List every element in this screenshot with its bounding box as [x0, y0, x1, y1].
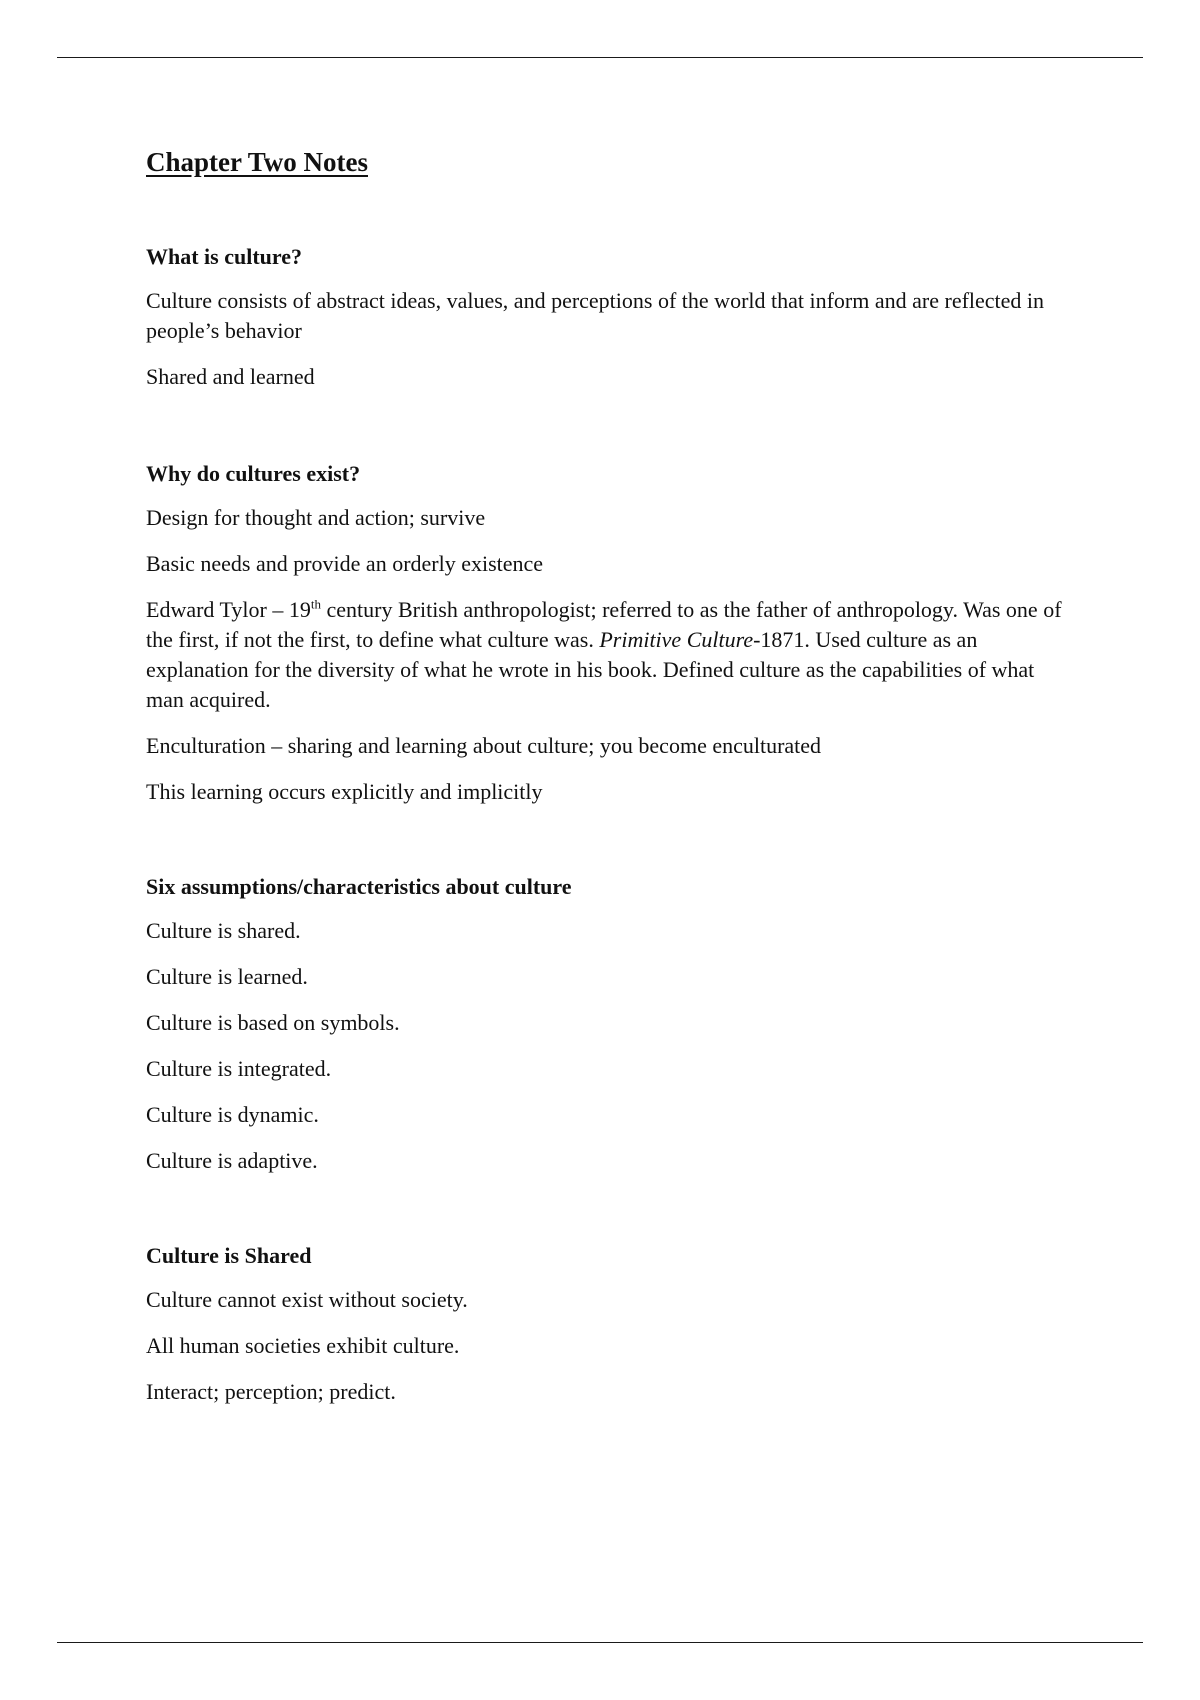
section-heading: Culture is Shared: [146, 1243, 312, 1268]
tylor-paragraph: [146, 595, 1066, 715]
list-item: Culture is dynamic.: [146, 1102, 319, 1127]
paragraph: Basic needs and provide an orderly existence: [146, 551, 544, 576]
list-item: Culture is integrated.: [146, 1056, 332, 1081]
bottom-rule: [57, 1642, 1143, 1643]
section-heading: Why do cultures exist?: [146, 461, 361, 486]
section-heading: Six assumptions/characteristics about culture: [146, 874, 572, 899]
tylor-description: century British anthropologist; referred to as the father of anthropology. Was one of the first, if not the first, to define what culture was.: [146, 597, 1062, 652]
paragraph: Interact; perception; predict.: [146, 1379, 396, 1404]
tylor-lead: Edward Tylor – 19: [146, 597, 311, 622]
paragraph: All human societies exhibit culture.: [146, 1333, 460, 1358]
tylor-tail: -1871. Used culture as an explanation for the diversity of what he wrote in his book. Defined culture as the capabilities of what man acquired.: [146, 627, 1035, 712]
section-what-is-culture: [146, 242, 1066, 392]
paragraph: This learning occurs explicitly and implicitly: [146, 779, 543, 804]
section-why-cultures-exist: [146, 459, 1066, 807]
list-item: Culture is adaptive.: [146, 1148, 318, 1173]
section-heading: What is culture?: [146, 244, 303, 269]
paragraph: Design for thought and action; survive: [146, 505, 486, 530]
paragraph: Culture cannot exist without society.: [146, 1287, 468, 1312]
ordinal-suffix: th: [310, 596, 321, 612]
section-six-assumptions: [146, 872, 1066, 1176]
list-item: Culture is learned.: [146, 964, 308, 989]
list-item: Culture is based on symbols.: [146, 1010, 400, 1035]
paragraph: Enculturation – sharing and learning about culture; you become enculturated: [146, 733, 822, 758]
book-title: Primitive Culture: [599, 627, 754, 652]
paragraph: Culture consists of abstract ideas, values, and perceptions of the world that inform and are reflected in people’s behavior: [146, 288, 1045, 343]
top-rule: [57, 57, 1143, 58]
page-title: Chapter Two Notes: [146, 147, 368, 177]
section-culture-is-shared: [146, 1241, 1066, 1407]
paragraph: Shared and learned: [146, 364, 315, 389]
list-item: Culture is shared.: [146, 918, 301, 943]
